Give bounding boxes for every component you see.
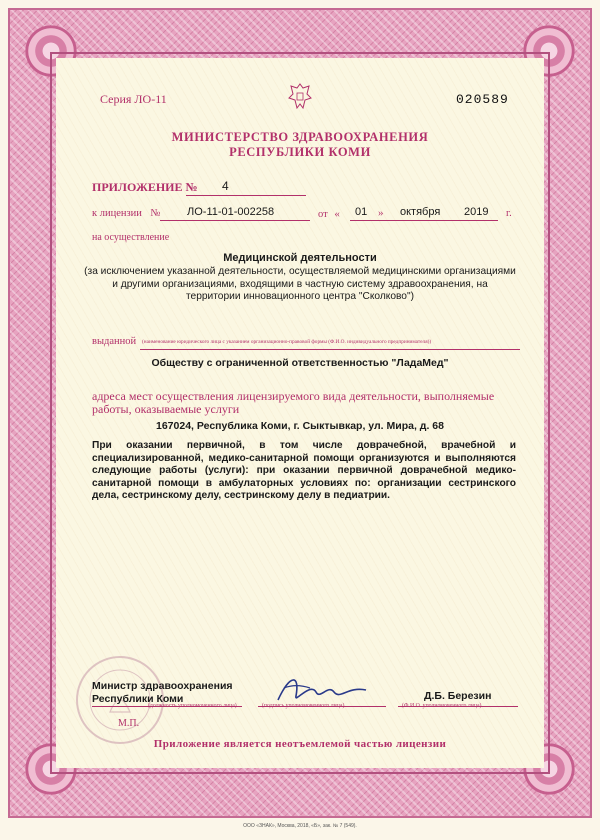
quote-open: «: [334, 208, 340, 220]
series-label: Серия ЛО-11: [100, 92, 167, 106]
signer-name: Д.Б. Березин: [424, 690, 492, 702]
signatory-position: [92, 680, 233, 705]
license-day: 01: [355, 206, 368, 218]
address-value: 167024, Республика Коми, г. Сыктывкар, ул. Мира, д. 68: [156, 420, 444, 432]
date-underline: [350, 220, 498, 221]
issued-label: выданной: [92, 336, 137, 347]
name-caption: (Ф.И.О. уполномоченного лица): [402, 703, 482, 709]
date-from-label: [318, 208, 340, 220]
license-month: октября: [400, 206, 441, 218]
appendix-label: ПРИЛОЖЕНИЕ №: [92, 180, 198, 194]
position-line2: Республики Коми: [92, 692, 184, 705]
activity-title: Медицинской деятельности: [223, 252, 377, 264]
license-no-sign: №: [150, 208, 161, 219]
activity-note: (за исключением указанной деятельности, осуществляемой медицинскими организациями и другими организациями, входящими в частную систему здравоохранения, на территории инновационного центра "Сколково"): [84, 266, 516, 302]
license-number-underline: [160, 220, 310, 221]
coat-of-arms-icon: [287, 82, 313, 112]
activity-label: на осуществление: [92, 232, 170, 243]
services-description: При оказании первичной, в том числе доврачебной, врачебной и специализированной, медико-санитарной помощи организуются и выполняются следующие работы (услуги): при оказании первичной доврачебной медико-санитарной помощи в амбулаторных условиях по: организации сестринского дела, сестринскому делу, сестринскому делу в педиатрии.: [92, 440, 516, 502]
footer-note: Приложение является неотъемлемой частью лицензии: [153, 738, 447, 750]
signature-caption: (подпись уполномоченного лица): [262, 703, 345, 709]
issuing-authority: [60, 130, 540, 160]
license-label: [92, 208, 161, 219]
from-label: от: [318, 209, 328, 220]
quote-close: »: [378, 207, 384, 219]
issued-underline: [140, 349, 520, 350]
ministry-line2: РЕСПУБЛИКИ КОМИ: [229, 145, 371, 159]
appendix-underline: [186, 195, 306, 196]
address-label: адреса мест осуществления лицензируемого вида деятельности, выполняемые работы, оказываемые услуги: [92, 389, 495, 416]
position-line1: Министр здравоохранения: [92, 680, 233, 692]
license-year: 2019: [464, 206, 489, 218]
license-label-text: к лицензии: [92, 208, 142, 219]
printer-imprint: ООО «ЗНАК», Москва, 2018, «Б», зак. № 7 (549).: [243, 823, 357, 829]
position-caption: (должность уполномоченного лица): [148, 703, 237, 709]
serial-number: 020589: [456, 92, 509, 107]
ministry-line1: МИНИСТЕРСТВО ЗДРАВООХРАНЕНИЯ: [171, 130, 429, 144]
appendix-number: 4: [222, 179, 229, 193]
organization-name: Обществу с ограниченной ответственностью "ЛадаМед": [151, 357, 449, 369]
stamp-place-label: М.П.: [118, 718, 140, 729]
issued-caption: (наименование юридического лица с указанием организационно-правовой формы (Ф.И.О. индивидуального предпринимателя)): [142, 339, 432, 345]
license-number: ЛО-11-01-002258: [187, 206, 275, 218]
year-suffix: г.: [506, 208, 512, 219]
